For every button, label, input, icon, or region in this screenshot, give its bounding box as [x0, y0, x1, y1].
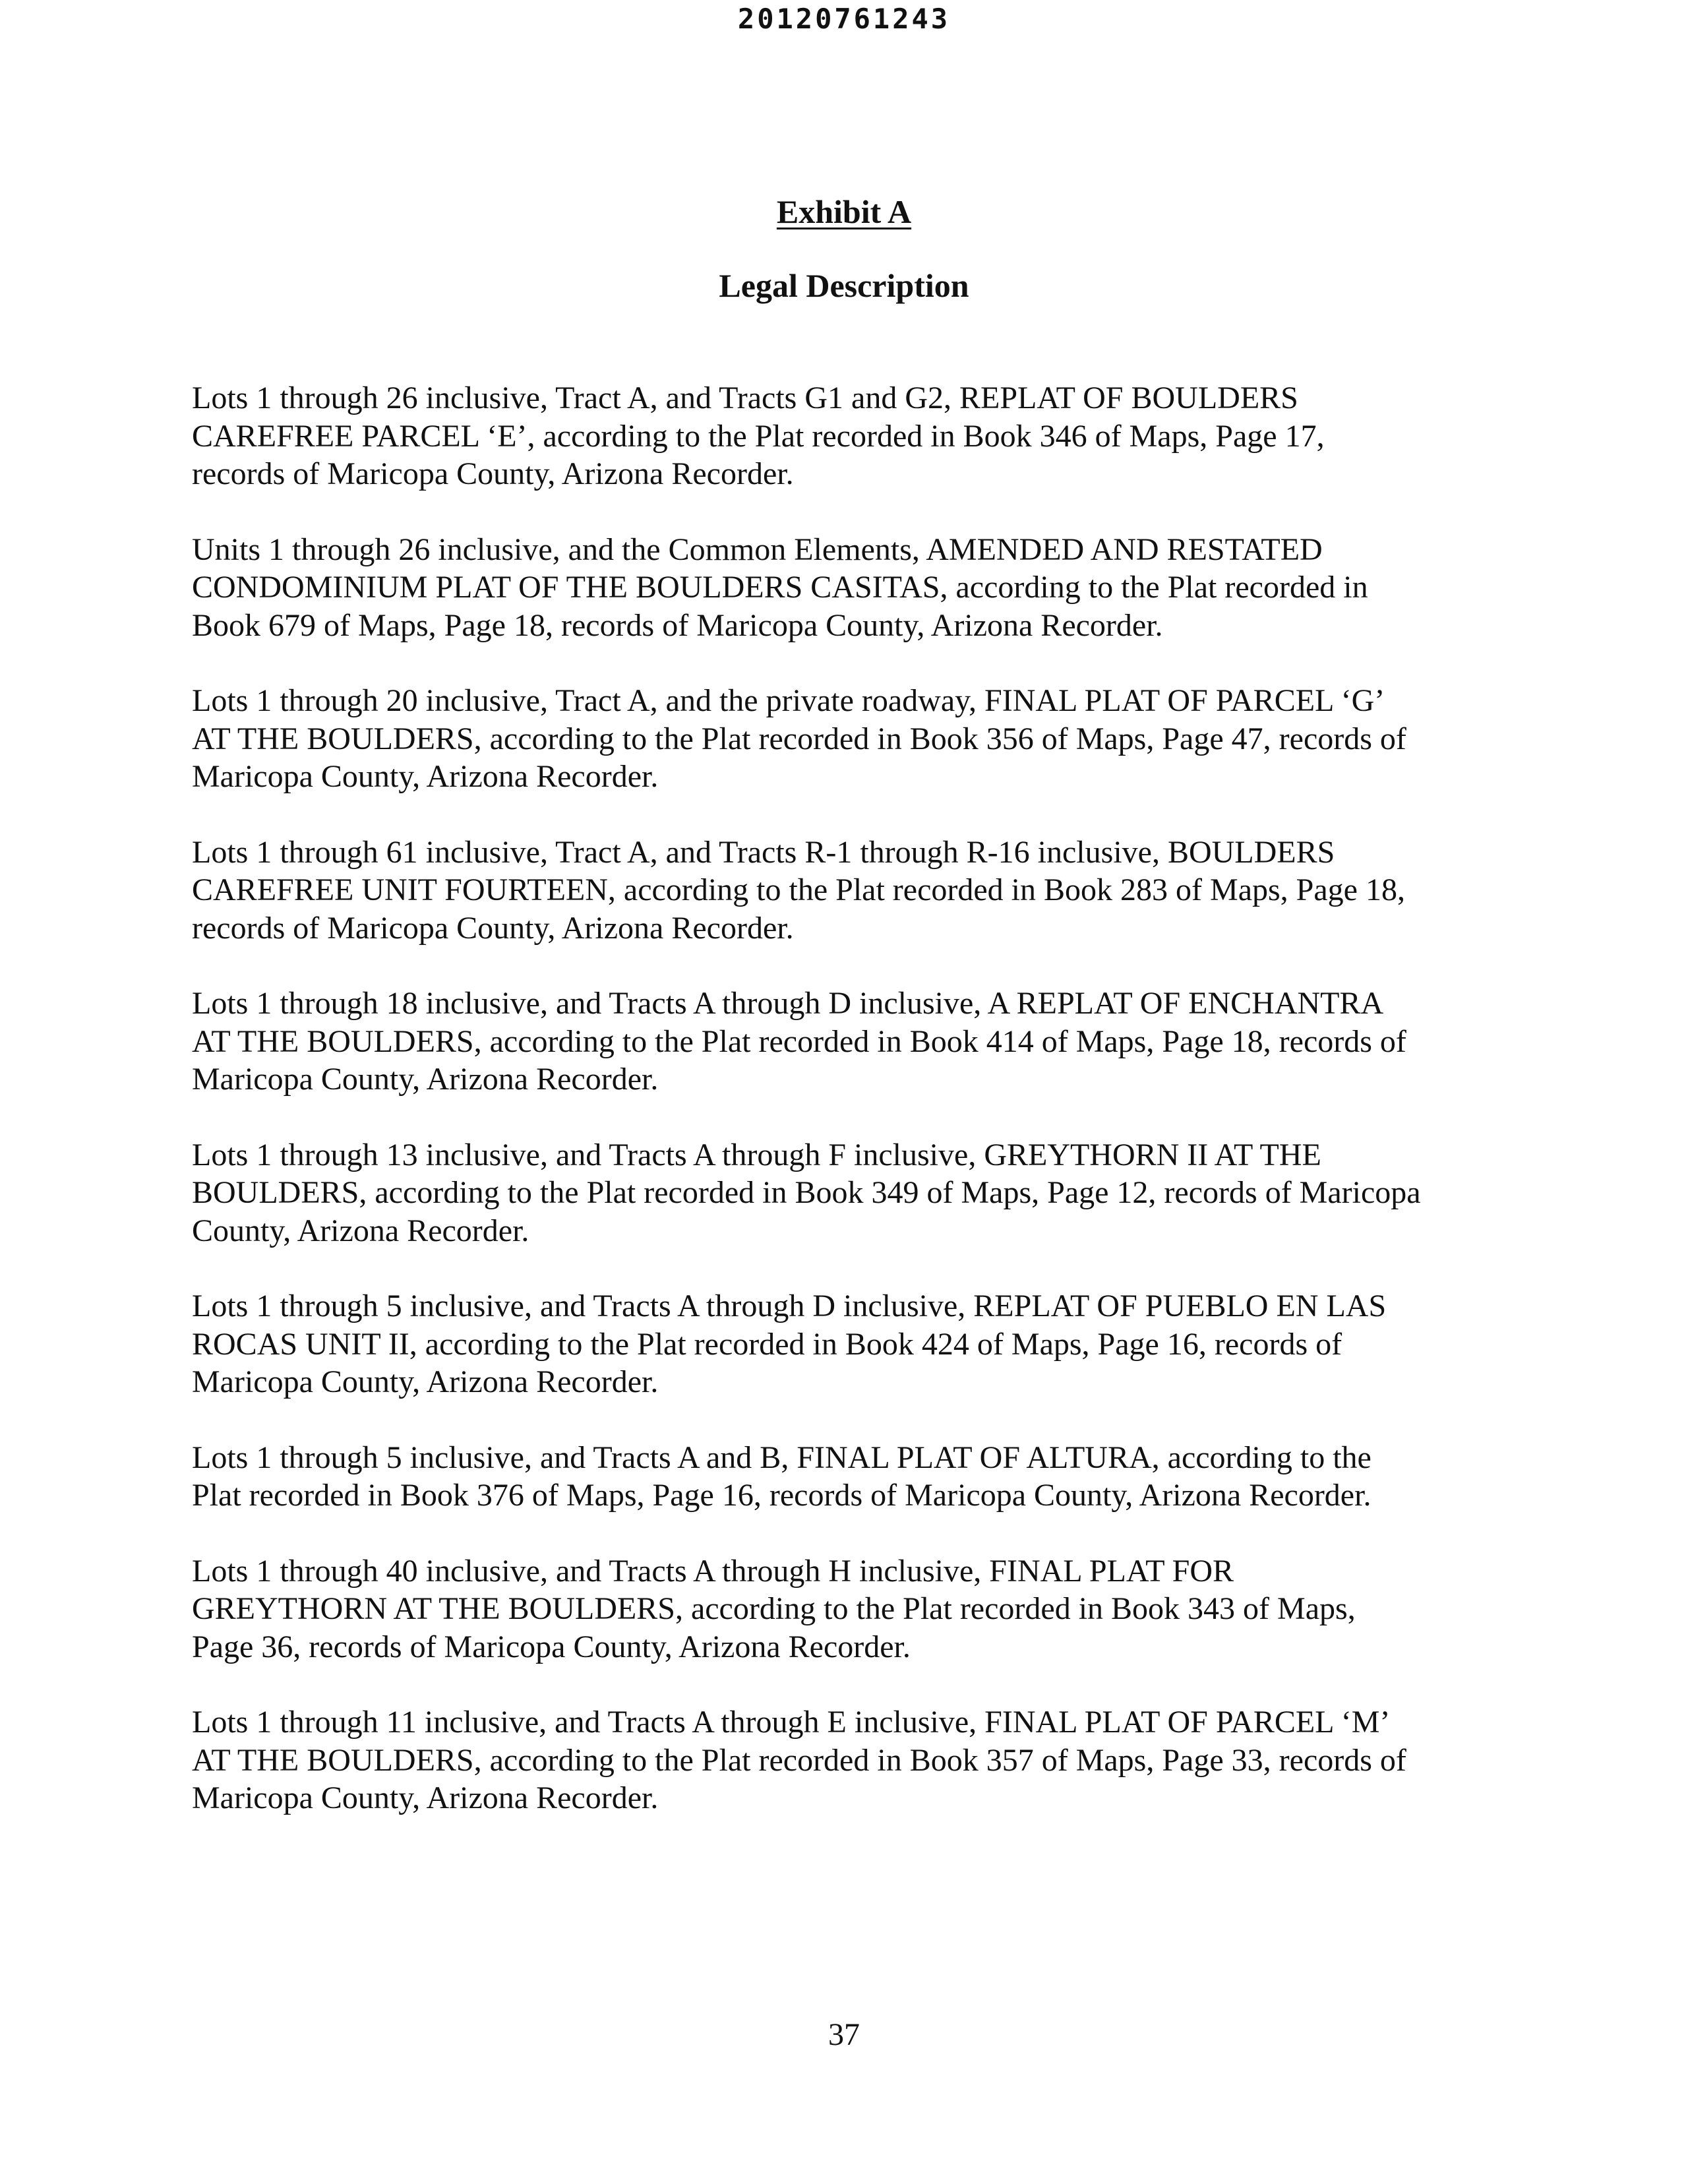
paragraph-line: AT THE BOULDERS, according to the Plat recorded in Book 414 of Maps, Page 18, records of — [192, 1023, 1406, 1059]
legal-paragraph — [192, 531, 1497, 645]
paragraph-line: Maricopa County, Arizona Recorder. — [192, 1062, 659, 1097]
legal-paragraph — [192, 1136, 1497, 1250]
paragraph-line: GREYTHORN AT THE BOULDERS, according to the Plat recorded in Book 343 of Maps, — [192, 1591, 1356, 1626]
paragraph-line: Maricopa County, Arizona Recorder. — [192, 1364, 659, 1399]
section-title: Legal Description — [719, 267, 969, 304]
paragraph-line: Plat recorded in Book 376 of Maps, Page 16, records of Maricopa County, Arizona Recorder. — [192, 1478, 1372, 1513]
paragraph-line: Lots 1 through 20 inclusive, Tract A, and the private roadway, FINAL PLAT OF PARCEL ‘G’ — [192, 683, 1385, 718]
paragraph-line: CONDOMINIUM PLAT OF THE BOULDERS CASITAS, according to the Plat recorded in — [192, 570, 1368, 605]
document-number: 20120761243 — [737, 3, 951, 35]
paragraph-line: Lots 1 through 18 inclusive, and Tracts A through D inclusive, A REPLAT OF ENCHANTRA — [192, 986, 1384, 1021]
paragraph-line: Page 36, records of Maricopa County, Arizona Recorder. — [192, 1629, 911, 1664]
paragraph-line: Lots 1 through 11 inclusive, and Tracts A through E inclusive, FINAL PLAT OF PARCEL ‘M’ — [192, 1705, 1391, 1740]
legal-paragraph — [192, 1287, 1497, 1401]
legal-paragraph — [192, 1703, 1497, 1817]
paragraph-line: Lots 1 through 13 inclusive, and Tracts A through F inclusive, GREYTHORN II AT THE — [192, 1137, 1321, 1172]
page-number: 37 — [828, 2017, 860, 2052]
paragraph-line: AT THE BOULDERS, according to the Plat recorded in Book 357 of Maps, Page 33, records of — [192, 1742, 1406, 1778]
paragraph-line: records of Maricopa County, Arizona Recorder. — [192, 456, 794, 491]
paragraph-line: Lots 1 through 5 inclusive, and Tracts A and B, FINAL PLAT OF ALTURA, according to the — [192, 1440, 1372, 1475]
paragraph-line: Lots 1 through 5 inclusive, and Tracts A through D inclusive, REPLAT OF PUEBLO EN LAS — [192, 1289, 1387, 1323]
legal-paragraph — [192, 1439, 1497, 1515]
legal-description-body — [192, 379, 1497, 1855]
paragraph-line: ROCAS UNIT II, according to the Plat recorded in Book 424 of Maps, Page 16, records of — [192, 1326, 1342, 1362]
legal-paragraph — [192, 1552, 1497, 1666]
paragraph-line: CAREFREE PARCEL ‘E’, according to the Plat recorded in Book 346 of Maps, Page 17, — [192, 418, 1325, 454]
paragraph-line: records of Maricopa County, Arizona Recorder. — [192, 910, 794, 946]
paragraph-line: AT THE BOULDERS, according to the Plat recorded in Book 356 of Maps, Page 47, records of — [192, 721, 1406, 756]
legal-paragraph — [192, 379, 1497, 493]
paragraph-line: Lots 1 through 61 inclusive, Tract A, and Tracts R-1 through R-16 inclusive, BOULDERS — [192, 834, 1335, 870]
paragraph-line: Maricopa County, Arizona Recorder. — [192, 1780, 659, 1815]
legal-paragraph — [192, 985, 1497, 1099]
paragraph-line: Units 1 through 26 inclusive, and the Common Elements, AMENDED AND RESTATED — [192, 531, 1323, 567]
exhibit-title: Exhibit A — [776, 193, 912, 230]
paragraph-line: Maricopa County, Arizona Recorder. — [192, 759, 659, 794]
legal-paragraph — [192, 682, 1497, 796]
paragraph-line: Lots 1 through 40 inclusive, and Tracts A through H inclusive, FINAL PLAT FOR — [192, 1553, 1234, 1589]
legal-paragraph — [192, 834, 1497, 948]
paragraph-line: Lots 1 through 26 inclusive, Tract A, and Tracts G1 and G2, REPLAT OF BOULDERS — [192, 380, 1298, 415]
paragraph-line: County, Arizona Recorder. — [192, 1213, 529, 1248]
paragraph-line: BOULDERS, according to the Plat recorded in Book 349 of Maps, Page 12, records of Maricopa — [192, 1175, 1421, 1210]
paragraph-line: CAREFREE UNIT FOURTEEN, according to the Plat recorded in Book 283 of Maps, Page 18, — [192, 872, 1405, 907]
paragraph-line: Book 679 of Maps, Page 18, records of Maricopa County, Arizona Recorder. — [192, 607, 1163, 643]
